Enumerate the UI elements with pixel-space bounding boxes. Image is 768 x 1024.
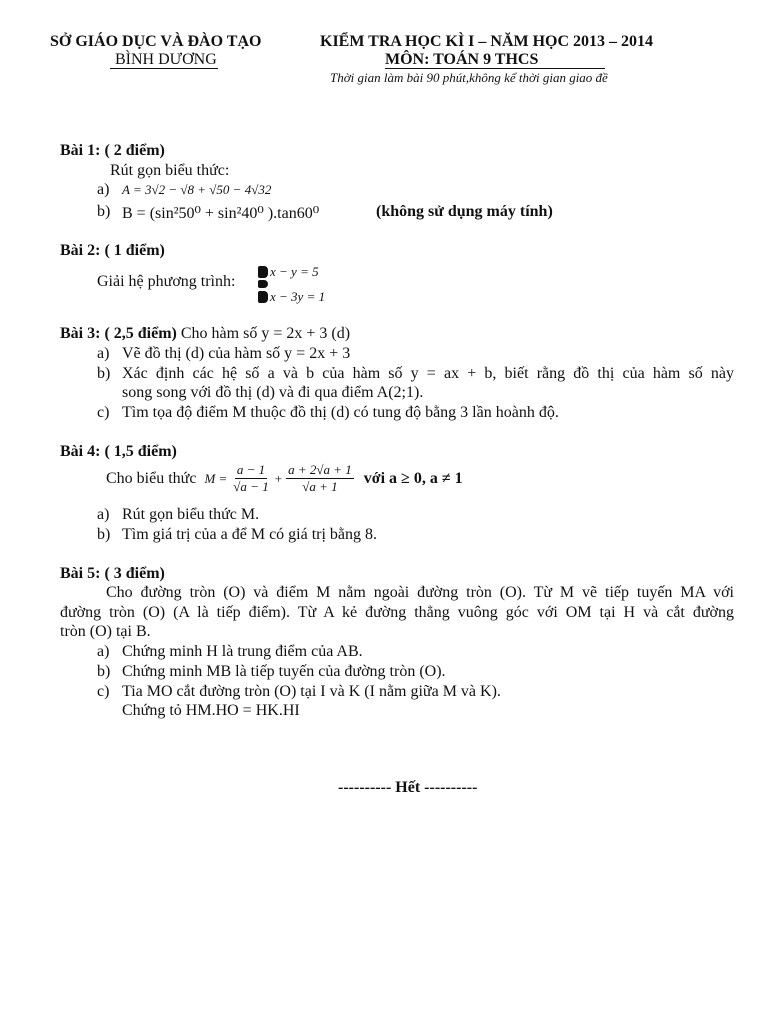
brace-glyph-icon <box>258 280 268 288</box>
bai5-b-label: b) <box>97 663 111 680</box>
bai3-function: Cho hàm số y = 2x + 3 (d) <box>176 325 351 342</box>
fraction-1 <box>231 462 270 495</box>
bai4-condition: với a ≥ 0, a ≠ 1 <box>363 469 463 487</box>
province-name: BÌNH DƯƠNG <box>115 51 217 68</box>
bai5-heading: Bài 5: ( 3 điểm) <box>60 565 165 582</box>
bai2-intro: Giải hệ phương trình: <box>97 273 236 290</box>
bai3-heading: Bài 3: ( 2,5 điểm) <box>60 325 177 342</box>
bai4-lhs: M = <box>204 470 228 486</box>
bai4-intro: Cho biểu thức <box>106 469 197 487</box>
bai4-b-label: b) <box>97 526 111 543</box>
bai5-c-text: Tia MO cắt đường tròn (O) tại I và K (I nằm giữa M và K). <box>122 683 501 700</box>
bai5-b-text: Chứng minh MB là tiếp tuyến của đường tròn (O). <box>122 663 446 680</box>
bai3-b-text-line2: song song với đồ thị (d) và đi qua điểm A(2;1). <box>122 384 424 401</box>
bai1-intro: Rút gọn biểu thức: <box>110 162 230 179</box>
bai1-b-note: (không sử dụng máy tính) <box>376 203 553 220</box>
subject-underline <box>385 68 605 69</box>
equation-system <box>258 263 325 305</box>
bai3-heading-line <box>60 325 350 343</box>
brace-glyph-icon <box>258 291 268 303</box>
bai3-b-label: b) <box>97 365 111 382</box>
department-name: SỞ GIÁO DỤC VÀ ĐÀO TẠO <box>50 33 262 50</box>
province-underline <box>110 68 218 69</box>
bai4-heading: Bài 4: ( 1,5 điểm) <box>60 443 177 460</box>
equation-1: x − y = 5 <box>270 263 319 279</box>
bai4-b-text: Tìm giá trị của a để M có giá trị bằng 8. <box>122 526 378 543</box>
bai1-a-label: a) <box>97 181 110 198</box>
fraction-2 <box>286 462 354 495</box>
end-marker: ---------- Hết ---------- <box>338 779 478 796</box>
bai1-b-expression: B = (sin²50⁰ + sin²40⁰ ).tan60⁰ <box>122 205 320 222</box>
equation-2: x − 3y = 1 <box>270 288 326 304</box>
bai3-c-label: c) <box>97 404 110 421</box>
bai1-b-label: b) <box>97 203 111 220</box>
bai4-expression-line <box>106 462 463 495</box>
exam-title: KIỂM TRA HỌC KÌ I – NĂM HỌC 2013 – 2014 <box>320 33 654 50</box>
bai5-a-text: Chứng minh H là trung điểm của AB. <box>122 643 363 660</box>
fraction-2-denominator: √a + 1 <box>302 479 338 494</box>
bai5-paragraph-line2: đường tròn (O) (A là tiếp điểm). Từ A kẻ đường thẳng vuông góc với OM tại H và cắt đường <box>60 604 734 621</box>
bai3-c-text: Tìm tọa độ điểm M thuộc đồ thị (d) có tung độ bằng 3 lần hoành độ. <box>122 404 559 421</box>
fraction-1-numerator: a − 1 <box>236 462 266 477</box>
brace-glyph-icon <box>258 266 268 278</box>
fraction-2-numerator: a + 2√a + 1 <box>288 462 352 477</box>
bai3-a-text: Vẽ đồ thị (d) của hàm số y = 2x + 3 <box>122 345 351 362</box>
bai5-a-label: a) <box>97 643 110 660</box>
time-note: Thời gian làm bài 90 phút,không kể thời gian giao đề <box>330 70 608 85</box>
plus-sign: + <box>274 470 283 486</box>
subject-title: MÔN: TOÁN 9 THCS <box>385 51 539 68</box>
bai2-heading: Bài 2: ( 1 điểm) <box>60 242 165 259</box>
bai4-a-text: Rút gọn biểu thức M. <box>122 506 260 523</box>
fraction-1-denominator: √a − 1 <box>233 479 269 494</box>
bai5-c-text-continued: Chứng tỏ HM.HO = HK.HI <box>122 702 300 719</box>
bai1-heading: Bài 1: ( 2 điểm) <box>60 142 165 159</box>
bai1-a-expression: A = 3√2 − √8 + √50 − 4√32 <box>122 182 272 197</box>
bai5-c-label: c) <box>97 683 110 700</box>
bai4-a-label: a) <box>97 506 110 523</box>
bai3-a-label: a) <box>97 345 110 362</box>
bai3-b-text-line1: Xác định các hệ số a và b của hàm số y = ax + b, biết rằng đồ thị của hàm số này <box>122 365 734 382</box>
bai5-paragraph-line1: Cho đường tròn (O) và điểm M nằm ngoài đường tròn (O). Từ M vẽ tiếp tuyến MA với <box>106 584 734 601</box>
bai5-paragraph-line3: tròn (O) tại B. <box>60 623 151 640</box>
